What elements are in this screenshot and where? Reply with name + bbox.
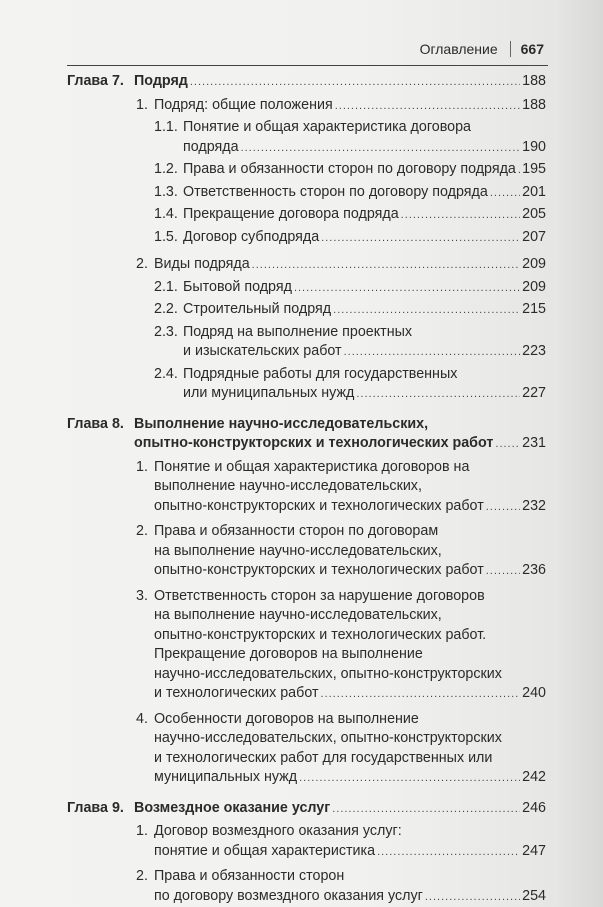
toc-entry-number: 1.5.	[154, 228, 183, 249]
toc-entry-title: Прекращение договоров на выполнение	[154, 646, 423, 662]
toc-entry-title: опытно-конструкторских и технологических работ	[134, 434, 493, 454]
dot-leader	[299, 769, 520, 789]
toc-entry-title: Возмездное оказание услуг	[134, 799, 330, 819]
toc-entry-number: Глава 7.	[67, 72, 134, 93]
toc-entry-title: научно-исследовательских, опытно-конструкторских	[154, 666, 502, 682]
dot-leader	[321, 229, 520, 249]
toc-entry-number: 2.3.	[154, 323, 183, 363]
toc-entry-number: 2.	[136, 522, 154, 582]
toc-entry-title: Виды подряда	[154, 255, 250, 275]
toc-entry-title: и технологических работ	[154, 684, 319, 704]
toc-page-number: 188	[522, 96, 546, 116]
toc-entry-number: 4.	[136, 710, 154, 789]
toc-entry-number: 3.	[136, 587, 154, 705]
toc-page-number: 188	[522, 72, 546, 92]
header-divider	[510, 41, 511, 57]
toc-entry[interactable]	[67, 160, 546, 181]
toc-entry[interactable]	[67, 365, 546, 405]
toc-chapter[interactable]	[67, 799, 546, 820]
toc-entry-title: научно-исследовательских, опытно-конструкторских	[154, 730, 502, 746]
toc-entry-title: Бытовой подряд	[183, 278, 292, 298]
dot-leader	[401, 206, 520, 226]
toc-page-number: 190	[522, 138, 546, 158]
dot-leader	[241, 139, 521, 159]
toc-entry-title: Понятие и общая характеристика договора	[183, 119, 471, 135]
toc-entry-title: Подряд на выполнение проектных	[183, 324, 412, 340]
dot-leader	[486, 498, 520, 518]
toc-entry-title: выполнение научно-исследовательских,	[154, 478, 422, 494]
toc-entry-title: Подряд: общие положения	[154, 96, 333, 116]
toc-page-number: 223	[522, 342, 546, 362]
toc-entry-number: 1.	[136, 96, 154, 117]
toc-entry-title: опытно-конструкторских и технологических работ	[154, 497, 484, 517]
toc-page-number: 247	[522, 842, 546, 862]
toc-entry[interactable]	[67, 822, 546, 862]
toc-page-number: 205	[522, 205, 546, 225]
toc-page-number: 209	[522, 255, 546, 275]
toc-entry-title: и изыскательских работ	[183, 342, 342, 362]
dot-leader	[356, 385, 520, 405]
toc-entry[interactable]	[67, 323, 546, 363]
toc-entry[interactable]	[67, 300, 546, 321]
section-title: Оглавление	[420, 41, 498, 57]
dot-leader	[377, 843, 520, 863]
toc-entry-title: Права и обязанности сторон	[154, 868, 344, 884]
toc-page-number: 232	[522, 497, 546, 517]
dot-leader	[518, 161, 520, 181]
toc-entry-number: 1.	[136, 822, 154, 862]
table-of-contents	[67, 72, 546, 907]
dot-leader	[344, 343, 521, 363]
toc-entry-title: Подряд	[134, 72, 188, 92]
toc-entry[interactable]	[67, 522, 546, 582]
toc-entry-title: понятие и общая характеристика	[154, 842, 375, 862]
toc-page-number: 207	[522, 228, 546, 248]
toc-page-number: 201	[522, 183, 546, 203]
toc-entry-title: Прекращение договора подряда	[183, 205, 399, 225]
toc-entry-title: подряда	[183, 138, 239, 158]
toc-entry-title: или муниципальных нужд	[183, 384, 354, 404]
toc-page-number: 246	[522, 799, 546, 819]
dot-leader	[332, 800, 520, 820]
toc-entry-title: на выполнение научно-исследовательских,	[154, 543, 442, 559]
toc-entry-number: Глава 9.	[67, 799, 134, 820]
toc-entry-title: по договору возмездного оказания услуг	[154, 887, 423, 907]
toc-entry-title: опытно-конструкторских и технологических работ.	[154, 627, 486, 643]
toc-entry-title: Ответственность сторон по договору подряда	[183, 183, 488, 203]
toc-entry-title: опытно-конструкторских и технологических работ	[154, 561, 484, 581]
toc-entry-title: Договор возмездного оказания услуг:	[154, 823, 402, 839]
toc-entry[interactable]	[67, 458, 546, 518]
dot-leader	[335, 97, 520, 117]
toc-entry-number: 1.2.	[154, 160, 183, 181]
dot-leader	[486, 562, 520, 582]
toc-entry-title: Особенности договоров на выполнение	[154, 711, 419, 727]
toc-entry-title: Договор субподряда	[183, 228, 319, 248]
toc-entry-title: Права и обязанности сторон по договорам	[154, 523, 438, 539]
toc-page-number: 242	[522, 768, 546, 788]
toc-entry[interactable]	[67, 96, 546, 117]
toc-entry-title: Права и обязанности сторон по договору подряда	[183, 160, 516, 180]
toc-entry-number: 2.1.	[154, 278, 183, 299]
toc-page-number: 215	[522, 300, 546, 320]
toc-entry[interactable]	[67, 118, 546, 158]
toc-entry[interactable]	[67, 183, 546, 204]
toc-entry-title: Выполнение научно-исследовательских,	[134, 416, 428, 432]
toc-page-number: 240	[522, 684, 546, 704]
toc-entry-title: Подрядные работы для государственных	[183, 366, 457, 382]
toc-page-number: 236	[522, 561, 546, 581]
page-number: 667	[521, 41, 544, 57]
toc-entry-title: Строительный подряд	[183, 300, 331, 320]
toc-entry[interactable]	[67, 710, 546, 789]
toc-entry[interactable]	[67, 587, 546, 705]
toc-entry-title: и технологических работ для государственных или	[154, 750, 492, 766]
toc-entry-title: Ответственность сторон за нарушение договоров	[154, 588, 485, 604]
dot-leader	[294, 279, 520, 299]
dot-leader	[190, 73, 520, 93]
dot-leader	[252, 256, 520, 276]
toc-entry-number: 1.1.	[154, 118, 183, 158]
toc-entry-title: на выполнение научно-исследовательских,	[154, 607, 442, 623]
toc-entry[interactable]	[67, 255, 546, 276]
dot-leader	[333, 301, 520, 321]
toc-entry[interactable]	[67, 228, 546, 249]
toc-chapter[interactable]	[67, 415, 546, 455]
toc-entry-number: 1.4.	[154, 205, 183, 226]
toc-entry-number: 2.2.	[154, 300, 183, 321]
toc-entry-number: 2.4.	[154, 365, 183, 405]
toc-entry-number: 1.3.	[154, 183, 183, 204]
toc-page-number: 254	[522, 887, 546, 907]
toc-page-number: 227	[522, 384, 546, 404]
dot-leader	[321, 685, 521, 705]
toc-page-number: 231	[522, 434, 546, 454]
toc-entry-title: муниципальных нужд	[154, 768, 297, 788]
toc-entry[interactable]	[67, 278, 546, 299]
toc-entry-title: Понятие и общая характеристика договоров на	[154, 459, 469, 475]
toc-entry-number: 2.	[136, 255, 154, 276]
running-header	[67, 38, 548, 66]
toc-entry[interactable]	[67, 867, 546, 907]
toc-chapter[interactable]	[67, 72, 546, 93]
toc-entry-number: 2.	[136, 867, 154, 907]
toc-page-number: 195	[522, 160, 546, 180]
toc-entry[interactable]	[67, 205, 546, 226]
toc-entry-number: Глава 8.	[67, 415, 134, 455]
dot-leader	[490, 184, 520, 204]
dot-leader	[495, 435, 520, 455]
dot-leader	[425, 888, 520, 907]
toc-page-number: 209	[522, 278, 546, 298]
toc-entry-number: 1.	[136, 458, 154, 518]
